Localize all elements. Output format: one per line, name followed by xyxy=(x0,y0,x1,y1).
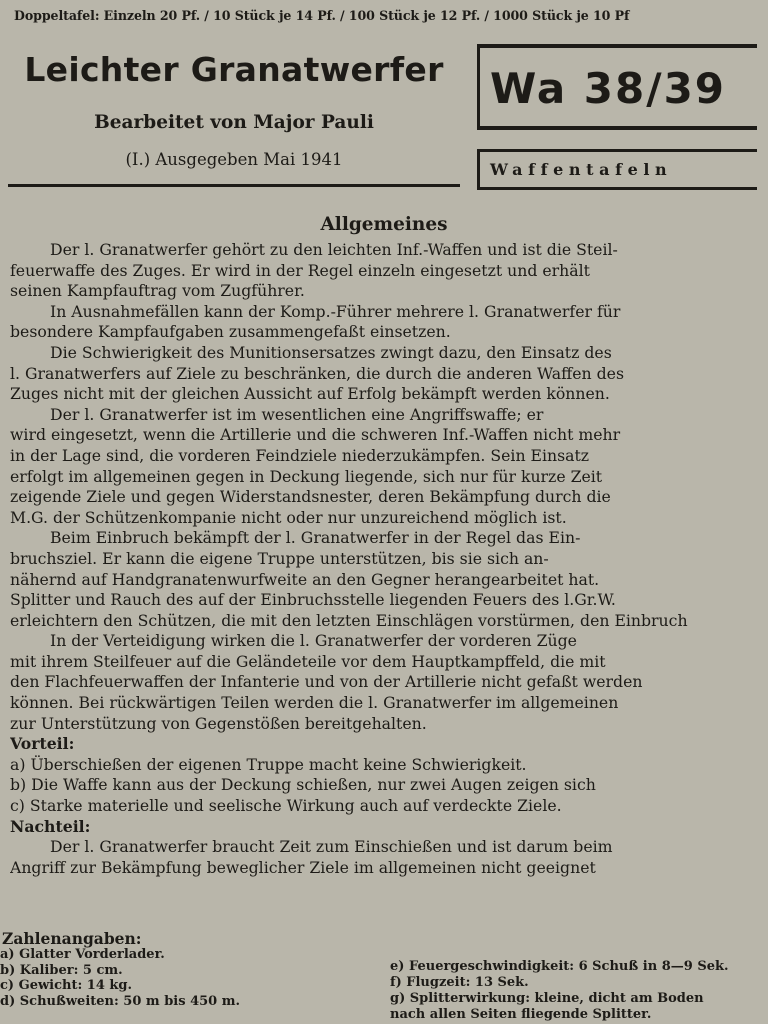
series-label: Waffentafeln xyxy=(490,160,673,179)
text-line: M.G. der Schützenkompanie nicht oder nur unzureichend möglich ist. xyxy=(10,507,567,527)
text-line: In der Verteidigung wirken die l. Granatwerfer der vorderen Züge xyxy=(50,631,577,651)
data-item: c) Gewicht: 14 kg. xyxy=(0,978,133,993)
text-line: Der l. Granatwerfer braucht Zeit zum Einschießen und ist darum beim xyxy=(50,837,613,857)
header-rule xyxy=(8,184,460,187)
text-line: In Ausnahmefällen kann der Komp.-Führer mehrere l. Granatwerfer für xyxy=(50,301,621,321)
section-title: Allgemeines xyxy=(320,214,448,235)
text-line: können. Bei rückwärtigen Teilen werden die l. Granatwerfer im allgemeinen xyxy=(10,693,619,713)
text-line: wird eingesetzt, wenn die Artillerie und die schweren Inf.-Waffen nicht mehr xyxy=(10,425,621,445)
data-right-column xyxy=(390,959,765,1023)
text-line: zur Unterstützung von Gegenstößen bereitgehalten. xyxy=(10,713,427,733)
data-item: f) Flugzeit: 13 Sek. xyxy=(390,975,529,990)
text-line: in der Lage sind, die vorderen Feindziele niederzukämpfen. Sein Einsatz xyxy=(10,445,590,465)
text-line: feuerwaffe des Zuges. Er wird in der Regel einzeln eingesetzt und erhält xyxy=(10,260,590,280)
text-line: Der l. Granatwerfer ist im wesentlichen eine Angriffswaffe; er xyxy=(50,404,544,424)
text-line: zeigende Ziele und gegen Widerstandsnester, deren Bekämpfung durch die xyxy=(10,487,611,507)
text-line: besondere Kampfaufgaben zusammengefaßt einsetzen. xyxy=(10,322,451,342)
author-line: Bearbeitet von Major Pauli xyxy=(94,112,374,133)
data-heading: Zahlenangaben: xyxy=(2,929,142,948)
text-line: Angriff zur Bekämpfung beweglicher Ziele im allgemeinen nicht geeignet xyxy=(10,857,596,877)
text-line: Zuges nicht mit der gleichen Aussicht auf Erfolg bekämpft werden können. xyxy=(10,384,610,404)
price-line: Doppeltafel: Einzeln 20 Pf. / 10 Stück je 14 Pf. / 100 Stück je 12 Pf. / 1000 Stück je 10 Pf xyxy=(14,8,630,23)
text-line: erfolgt im allgemeinen gegen in Deckung liegende, sich nur für kurze Zeit xyxy=(10,466,603,486)
text-line: den Flachfeuerwaffen der Infanterie und von der Artillerie nicht gefaßt werden xyxy=(10,672,643,692)
text-line: mit ihrem Steilfeuer auf die Geländeteile vor dem Hauptkampffeld, die mit xyxy=(10,651,606,671)
text-line: nähernd auf Handgranatenwurfweite an den Gegner herangearbeitet hat. xyxy=(10,569,600,589)
document-code: Wa 38/39 xyxy=(490,64,727,113)
text-line: Der l. Granatwerfer gehört zu den leichten Inf.-Waffen und ist die Steil- xyxy=(50,240,618,259)
page-title: Leichter Granatwerfer xyxy=(24,50,444,89)
data-item: b) Kaliber: 5 cm. xyxy=(0,962,123,978)
text-line: seinen Kampfauftrag vom Zugführer. xyxy=(10,281,305,301)
data-item: d) Schußweiten: 50 m bis 450 m. xyxy=(0,993,241,1009)
subheading: Vorteil: xyxy=(10,734,75,754)
text-line: Beim Einbruch bekämpft der l. Granatwerfer in der Regel das Ein- xyxy=(50,528,581,548)
text-line: bruchsziel. Er kann die eigene Truppe unterstützen, bis sie sich an- xyxy=(10,548,549,568)
text-line: c) Starke materielle und seelische Wirkung auch auf verdeckte Ziele. xyxy=(10,796,562,816)
data-item: a) Glatter Vorderlader. xyxy=(0,947,165,962)
issue-date: (I.) Ausgegeben Mai 1941 xyxy=(125,150,343,169)
text-line: b) Die Waffe kann aus der Deckung schießen, nur zwei Augen zeigen sich xyxy=(10,775,596,795)
subheading: Nachteil: xyxy=(10,816,91,836)
data-item: nach allen Seiten fliegende Splitter. xyxy=(390,1007,652,1022)
text-line: erleichtern den Schützen, die mit den letzten Einschlägen vorstürmen, den Einbruch xyxy=(10,610,688,630)
text-line: Die Schwierigkeit des Munitionsersatzes zwingt dazu, den Einsatz des xyxy=(50,342,612,362)
text-line: l. Granatwerfers auf Ziele zu beschränken, die durch die anderen Waffen des xyxy=(10,363,624,383)
data-left-column xyxy=(0,947,380,1009)
text-line: a) Überschießen der eigenen Truppe macht keine Schwierigkeit. xyxy=(10,754,527,774)
text-line: Splitter und Rauch des auf der Einbruchsstelle liegenden Feuers des l.Gr.W. xyxy=(10,590,616,610)
data-item: g) Splitterwirkung: kleine, dicht am Boden xyxy=(390,991,704,1006)
data-item: e) Feuergeschwindigkeit: 6 Schuß in 8—9 Sek. xyxy=(390,959,729,974)
body-text xyxy=(10,240,762,878)
